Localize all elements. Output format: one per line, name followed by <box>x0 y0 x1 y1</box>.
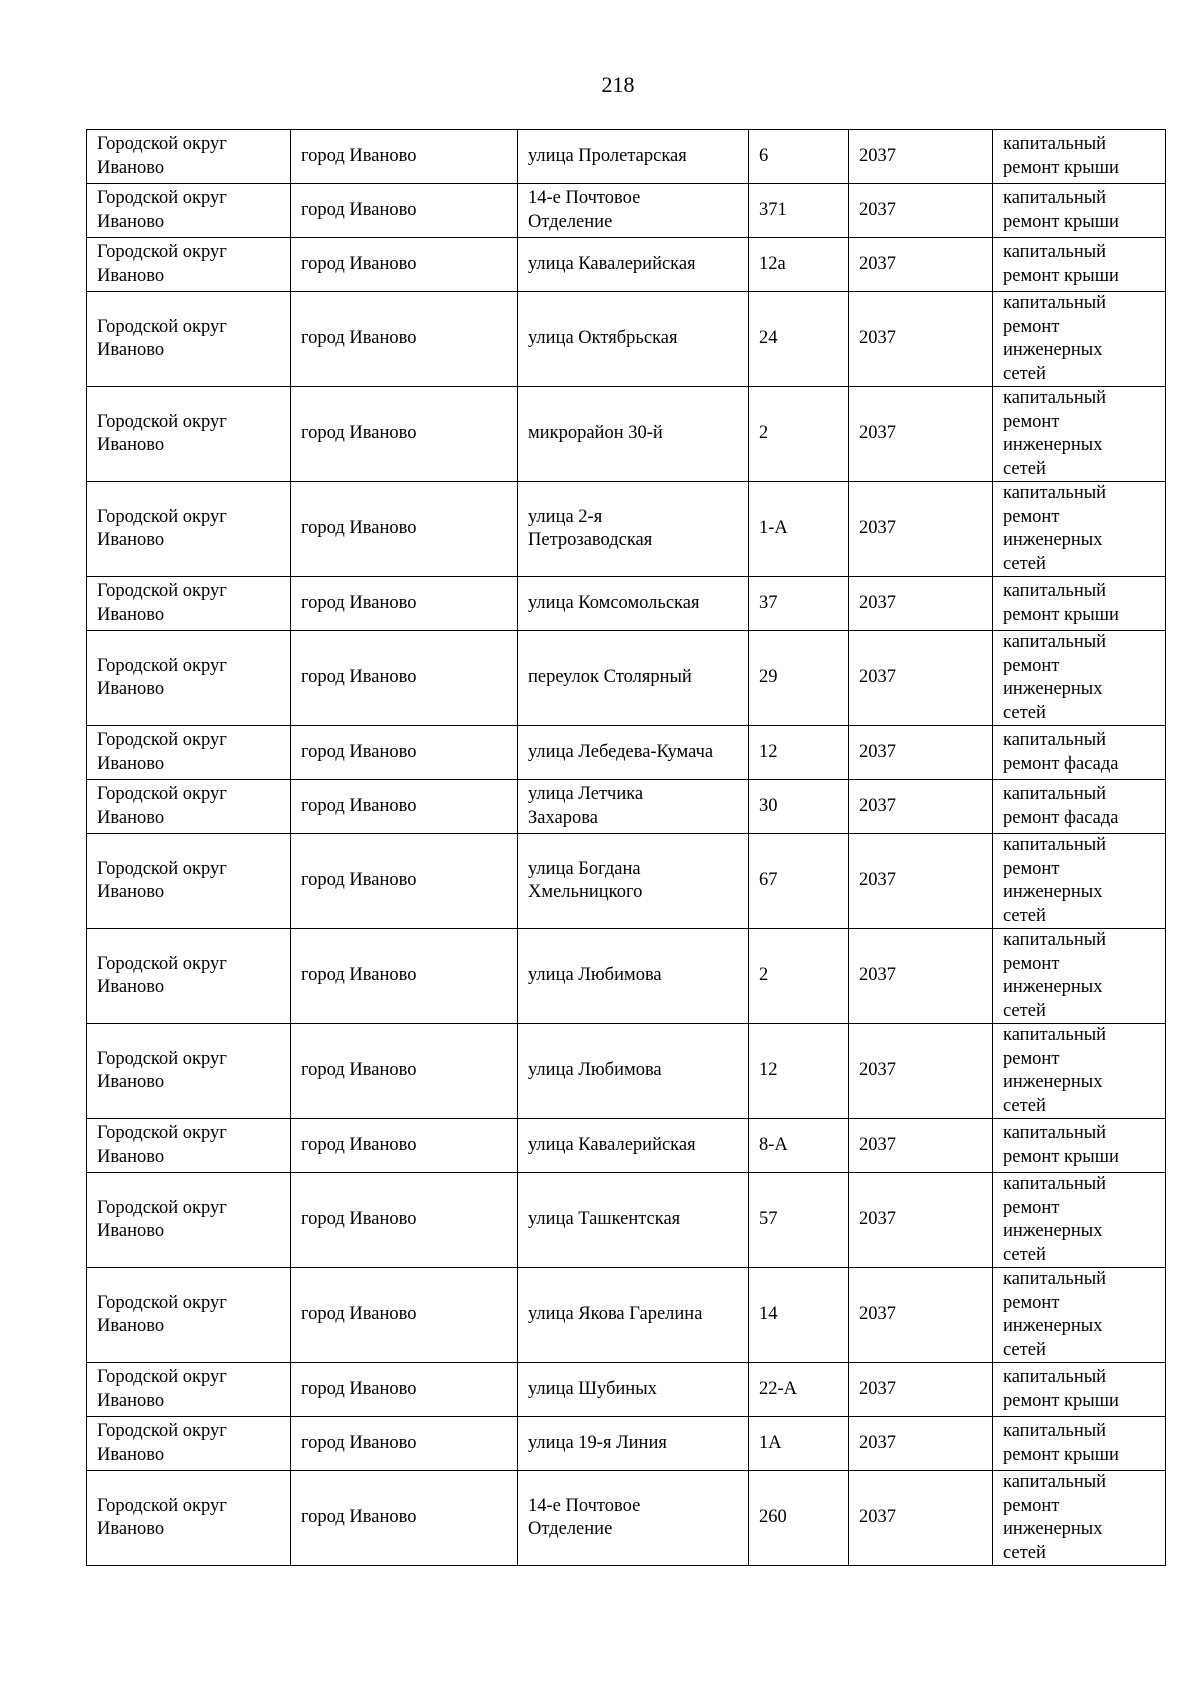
settlement-cell: город Иваново <box>291 1471 518 1566</box>
district-cell: Городской округ Иваново <box>87 929 291 1024</box>
settlement-cell: город Иваново <box>291 834 518 929</box>
street-cell: улица 2-я Петрозаводская <box>518 482 749 577</box>
district-cell: Городской округ Иваново <box>87 1024 291 1119</box>
house-number-cell: 1А <box>749 1417 849 1471</box>
house-number-cell: 260 <box>749 1471 849 1566</box>
settlement-cell: город Иваново <box>291 1024 518 1119</box>
year-cell: 2037 <box>849 929 993 1024</box>
work-type-cell: капитальный ремонт инженерных сетей <box>993 834 1166 929</box>
work-type-cell: капитальный ремонт крыши <box>993 184 1166 238</box>
work-type-cell: капитальный ремонт инженерных сетей <box>993 482 1166 577</box>
house-number-cell: 37 <box>749 577 849 631</box>
house-number-cell: 2 <box>749 387 849 482</box>
house-number-cell: 24 <box>749 292 849 387</box>
table-row <box>87 387 1166 482</box>
table-body <box>87 130 1166 1566</box>
street-cell: улица Пролетарская <box>518 130 749 184</box>
street-cell: улица Шубиных <box>518 1363 749 1417</box>
district-cell: Городской округ Иваново <box>87 1173 291 1268</box>
table-row <box>87 631 1166 726</box>
table-row <box>87 1268 1166 1363</box>
district-cell: Городской округ Иваново <box>87 1363 291 1417</box>
street-cell: улица Богдана Хмельницкого <box>518 834 749 929</box>
settlement-cell: город Иваново <box>291 726 518 780</box>
work-type-cell: капитальный ремонт инженерных сетей <box>993 1268 1166 1363</box>
year-cell: 2037 <box>849 238 993 292</box>
house-number-cell: 22-А <box>749 1363 849 1417</box>
year-cell: 2037 <box>849 1173 993 1268</box>
settlement-cell: город Иваново <box>291 1268 518 1363</box>
table-row <box>87 1363 1166 1417</box>
street-cell: улица 19-я Линия <box>518 1417 749 1471</box>
street-cell: 14-е Почтовое Отделение <box>518 1471 749 1566</box>
district-cell: Городской округ Иваново <box>87 292 291 387</box>
street-cell: улица Любимова <box>518 1024 749 1119</box>
district-cell: Городской округ Иваново <box>87 238 291 292</box>
district-cell: Городской округ Иваново <box>87 631 291 726</box>
house-number-cell: 12 <box>749 1024 849 1119</box>
district-cell: Городской округ Иваново <box>87 387 291 482</box>
settlement-cell: город Иваново <box>291 1363 518 1417</box>
house-number-cell: 29 <box>749 631 849 726</box>
table-row <box>87 1119 1166 1173</box>
district-cell: Городской округ Иваново <box>87 1268 291 1363</box>
district-cell: Городской округ Иваново <box>87 780 291 834</box>
house-number-cell: 1-А <box>749 482 849 577</box>
district-cell: Городской округ Иваново <box>87 726 291 780</box>
page-number: 218 <box>601 72 635 97</box>
district-cell: Городской округ Иваново <box>87 184 291 238</box>
year-cell: 2037 <box>849 631 993 726</box>
district-cell: Городской округ Иваново <box>87 834 291 929</box>
district-cell: Городской округ Иваново <box>87 482 291 577</box>
district-cell: Городской округ Иваново <box>87 1471 291 1566</box>
year-cell: 2037 <box>849 577 993 631</box>
year-cell: 2037 <box>849 1363 993 1417</box>
settlement-cell: город Иваново <box>291 130 518 184</box>
table-row <box>87 238 1166 292</box>
settlement-cell: город Иваново <box>291 1173 518 1268</box>
table-row <box>87 482 1166 577</box>
year-cell: 2037 <box>849 387 993 482</box>
table-row <box>87 726 1166 780</box>
street-cell: улица Якова Гарелина <box>518 1268 749 1363</box>
settlement-cell: город Иваново <box>291 292 518 387</box>
house-number-cell: 67 <box>749 834 849 929</box>
settlement-cell: город Иваново <box>291 780 518 834</box>
district-cell: Городской округ Иваново <box>87 577 291 631</box>
year-cell: 2037 <box>849 1268 993 1363</box>
work-type-cell: капитальный ремонт крыши <box>993 130 1166 184</box>
house-number-cell: 12а <box>749 238 849 292</box>
table-row <box>87 184 1166 238</box>
settlement-cell: город Иваново <box>291 929 518 1024</box>
house-number-cell: 57 <box>749 1173 849 1268</box>
work-type-cell: капитальный ремонт инженерных сетей <box>993 631 1166 726</box>
work-type-cell: капитальный ремонт фасада <box>993 780 1166 834</box>
work-type-cell: капитальный ремонт крыши <box>993 238 1166 292</box>
year-cell: 2037 <box>849 1024 993 1119</box>
table-row <box>87 1417 1166 1471</box>
street-cell: 14-е Почтовое Отделение <box>518 184 749 238</box>
table-row <box>87 929 1166 1024</box>
work-type-cell: капитальный ремонт инженерных сетей <box>993 387 1166 482</box>
work-type-cell: капитальный ремонт крыши <box>993 1363 1166 1417</box>
year-cell: 2037 <box>849 184 993 238</box>
settlement-cell: город Иваново <box>291 184 518 238</box>
street-cell: улица Кавалерийская <box>518 1119 749 1173</box>
work-type-cell: капитальный ремонт крыши <box>993 1119 1166 1173</box>
work-type-cell: капитальный ремонт инженерных сетей <box>993 1024 1166 1119</box>
year-cell: 2037 <box>849 780 993 834</box>
street-cell: улица Ташкентская <box>518 1173 749 1268</box>
year-cell: 2037 <box>849 834 993 929</box>
work-type-cell: капитальный ремонт инженерных сетей <box>993 929 1166 1024</box>
street-cell: улица Кавалерийская <box>518 238 749 292</box>
work-type-cell: капитальный ремонт инженерных сетей <box>993 1173 1166 1268</box>
work-type-cell: капитальный ремонт фасада <box>993 726 1166 780</box>
settlement-cell: город Иваново <box>291 631 518 726</box>
year-cell: 2037 <box>849 1471 993 1566</box>
settlement-cell: город Иваново <box>291 387 518 482</box>
work-type-cell: капитальный ремонт инженерных сетей <box>993 1471 1166 1566</box>
table-row <box>87 292 1166 387</box>
street-cell: микрорайон 30-й <box>518 387 749 482</box>
street-cell: улица Лебедева-Кумача <box>518 726 749 780</box>
repair-schedule-table <box>86 129 1166 1566</box>
street-cell: улица Комсомольская <box>518 577 749 631</box>
district-cell: Городской округ Иваново <box>87 1417 291 1471</box>
year-cell: 2037 <box>849 482 993 577</box>
table-row <box>87 577 1166 631</box>
table-row <box>87 1471 1166 1566</box>
year-cell: 2037 <box>849 292 993 387</box>
year-cell: 2037 <box>849 1119 993 1173</box>
street-cell: улица Октябрьская <box>518 292 749 387</box>
table-row <box>87 130 1166 184</box>
year-cell: 2037 <box>849 726 993 780</box>
year-cell: 2037 <box>849 130 993 184</box>
work-type-cell: капитальный ремонт крыши <box>993 577 1166 631</box>
house-number-cell: 30 <box>749 780 849 834</box>
settlement-cell: город Иваново <box>291 1417 518 1471</box>
table-row <box>87 1024 1166 1119</box>
settlement-cell: город Иваново <box>291 482 518 577</box>
settlement-cell: город Иваново <box>291 577 518 631</box>
table-row <box>87 1173 1166 1268</box>
house-number-cell: 12 <box>749 726 849 780</box>
year-cell: 2037 <box>849 1417 993 1471</box>
work-type-cell: капитальный ремонт крыши <box>993 1417 1166 1471</box>
district-cell: Городской округ Иваново <box>87 1119 291 1173</box>
house-number-cell: 6 <box>749 130 849 184</box>
table-row <box>87 834 1166 929</box>
work-type-cell: капитальный ремонт инженерных сетей <box>993 292 1166 387</box>
settlement-cell: город Иваново <box>291 238 518 292</box>
street-cell: улица Летчика Захарова <box>518 780 749 834</box>
street-cell: улица Любимова <box>518 929 749 1024</box>
street-cell: переулок Столярный <box>518 631 749 726</box>
house-number-cell: 14 <box>749 1268 849 1363</box>
table-row <box>87 780 1166 834</box>
district-cell: Городской округ Иваново <box>87 130 291 184</box>
house-number-cell: 2 <box>749 929 849 1024</box>
house-number-cell: 371 <box>749 184 849 238</box>
settlement-cell: город Иваново <box>291 1119 518 1173</box>
house-number-cell: 8-А <box>749 1119 849 1173</box>
